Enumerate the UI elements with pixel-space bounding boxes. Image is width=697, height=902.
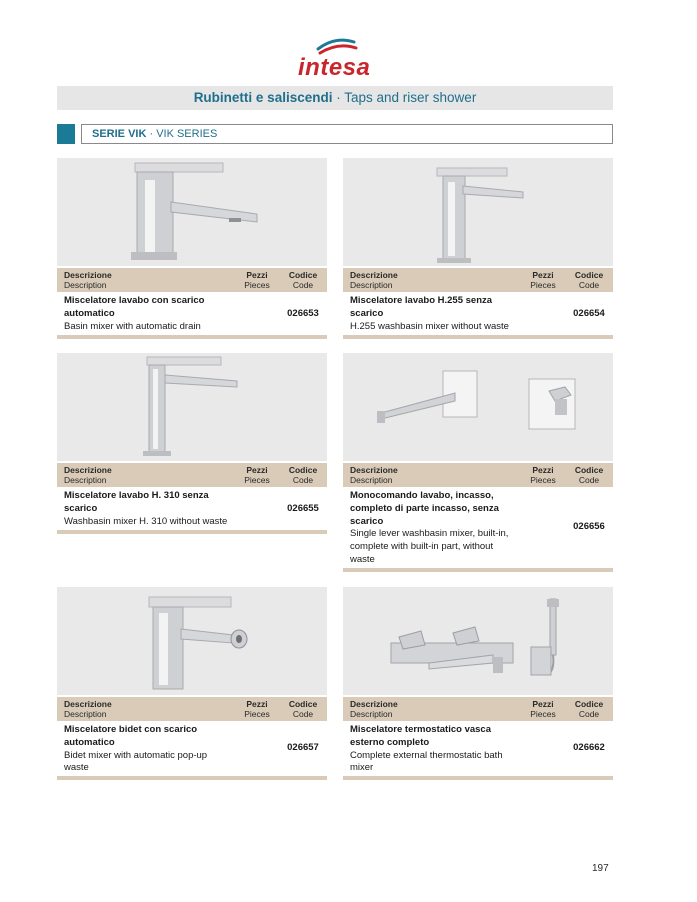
header-code-en: Code	[292, 475, 314, 485]
product-code: 026662	[573, 742, 605, 753]
row-divider	[343, 335, 613, 339]
header-code-en: Code	[292, 709, 314, 719]
series-heading	[57, 124, 613, 144]
product-name-it: Miscelatore bidet con scarico automatico	[64, 724, 198, 748]
tall-basin-mixer-image	[343, 158, 613, 266]
product-code: 026656	[573, 521, 605, 532]
header-description-en: Description	[64, 280, 107, 290]
logo-wordmark: intesa	[298, 54, 371, 81]
header-code-en: Code	[578, 280, 600, 290]
product-name-it: Miscelatore termostatico vasca esterno completo	[350, 724, 491, 748]
table-header	[57, 463, 327, 487]
product-name-en: H.255 washbasin mixer without waste	[350, 320, 509, 332]
header-code-it: Codice	[288, 699, 318, 709]
header-code-en: Code	[292, 280, 314, 290]
header-description-it: Descrizione	[64, 270, 112, 280]
title-english: Taps and riser shower	[344, 90, 477, 105]
header-pieces-it: Pezzi	[532, 270, 554, 280]
series-italian: SERIE VIK	[92, 128, 147, 140]
series-separator: ·	[146, 128, 157, 140]
product-name-en: Complete external thermostatic bath mixer	[350, 749, 503, 774]
header-pieces-en: Pieces	[530, 280, 556, 290]
row-divider	[343, 776, 613, 780]
header-description-it: Descrizione	[350, 270, 398, 280]
header-code-it: Codice	[574, 699, 604, 709]
header-pieces-en: Pieces	[244, 475, 270, 485]
built-in-mixer-image	[343, 353, 613, 461]
header-pieces-en: Pieces	[530, 475, 556, 485]
page-number: 197	[592, 863, 609, 874]
header-code-it: Codice	[288, 270, 318, 280]
header-code-it: Codice	[574, 465, 604, 475]
header-description-it: Descrizione	[350, 465, 398, 475]
header-code-it: Codice	[288, 465, 318, 475]
header-description-it: Descrizione	[64, 699, 112, 709]
header-description-en: Description	[350, 475, 393, 485]
product-code: 026657	[287, 742, 319, 753]
table-header	[57, 697, 327, 721]
header-pieces-en: Pieces	[244, 280, 270, 290]
header-description-en: Description	[350, 280, 393, 290]
title-italian: Rubinetti e saliscendi	[193, 90, 333, 105]
product-code: 026653	[287, 308, 319, 319]
header-pieces-it: Pezzi	[532, 699, 554, 709]
product-name-en: Basin mixer with automatic drain	[64, 320, 201, 332]
header-description-en: Description	[350, 709, 393, 719]
basin-mixer-image	[57, 158, 327, 266]
row-divider	[57, 335, 327, 339]
table-header	[343, 463, 613, 487]
series-label-box	[81, 124, 613, 144]
product-code: 026654	[573, 308, 605, 319]
thermostatic-bath-mixer-image	[343, 587, 613, 695]
header-pieces-en: Pieces	[244, 709, 270, 719]
table-header	[57, 268, 327, 292]
row-divider	[343, 568, 613, 572]
product-name-it: Miscelatore lavabo H. 310 senza scarico	[64, 490, 209, 514]
logo-swoosh-icon	[290, 34, 380, 56]
product-name-it: Miscelatore lavabo H.255 senza scarico	[350, 295, 493, 319]
header-description-it: Descrizione	[64, 465, 112, 475]
extra-tall-basin-mixer-image	[57, 353, 327, 461]
product-name-it: Monocomando lavabo, incasso, completo di parte incasso, senza scarico	[350, 490, 499, 527]
header-pieces-en: Pieces	[530, 709, 556, 719]
intesa-logo	[290, 34, 380, 80]
table-header	[343, 268, 613, 292]
header-pieces-it: Pezzi	[532, 465, 554, 475]
product-name-en: Single lever washbasin mixer, built-in, complete with built-in part, without waste	[350, 528, 509, 565]
header-code-en: Code	[578, 709, 600, 719]
series-english: VIK SERIES	[156, 128, 218, 140]
header-description-en: Description	[64, 475, 107, 485]
product-code: 026655	[287, 503, 319, 514]
product-name-en: Washbasin mixer H. 310 without waste	[64, 515, 228, 527]
series-color-swatch	[57, 124, 75, 144]
table-header	[343, 697, 613, 721]
product-name-en: Bidet mixer with automatic pop-up waste	[64, 749, 208, 774]
row-divider	[57, 776, 327, 780]
product-name-it: Miscelatore lavabo con scarico automatico	[64, 295, 205, 319]
title-separator: ·	[332, 90, 345, 105]
header-pieces-it: Pezzi	[246, 699, 268, 709]
header-code-en: Code	[578, 475, 600, 485]
header-pieces-it: Pezzi	[246, 270, 268, 280]
header-description-it: Descrizione	[350, 699, 398, 709]
header-description-en: Description	[64, 709, 107, 719]
row-divider	[57, 530, 327, 534]
header-code-it: Codice	[574, 270, 604, 280]
bidet-mixer-image	[57, 587, 327, 695]
page-title	[57, 86, 613, 110]
header-pieces-it: Pezzi	[246, 465, 268, 475]
